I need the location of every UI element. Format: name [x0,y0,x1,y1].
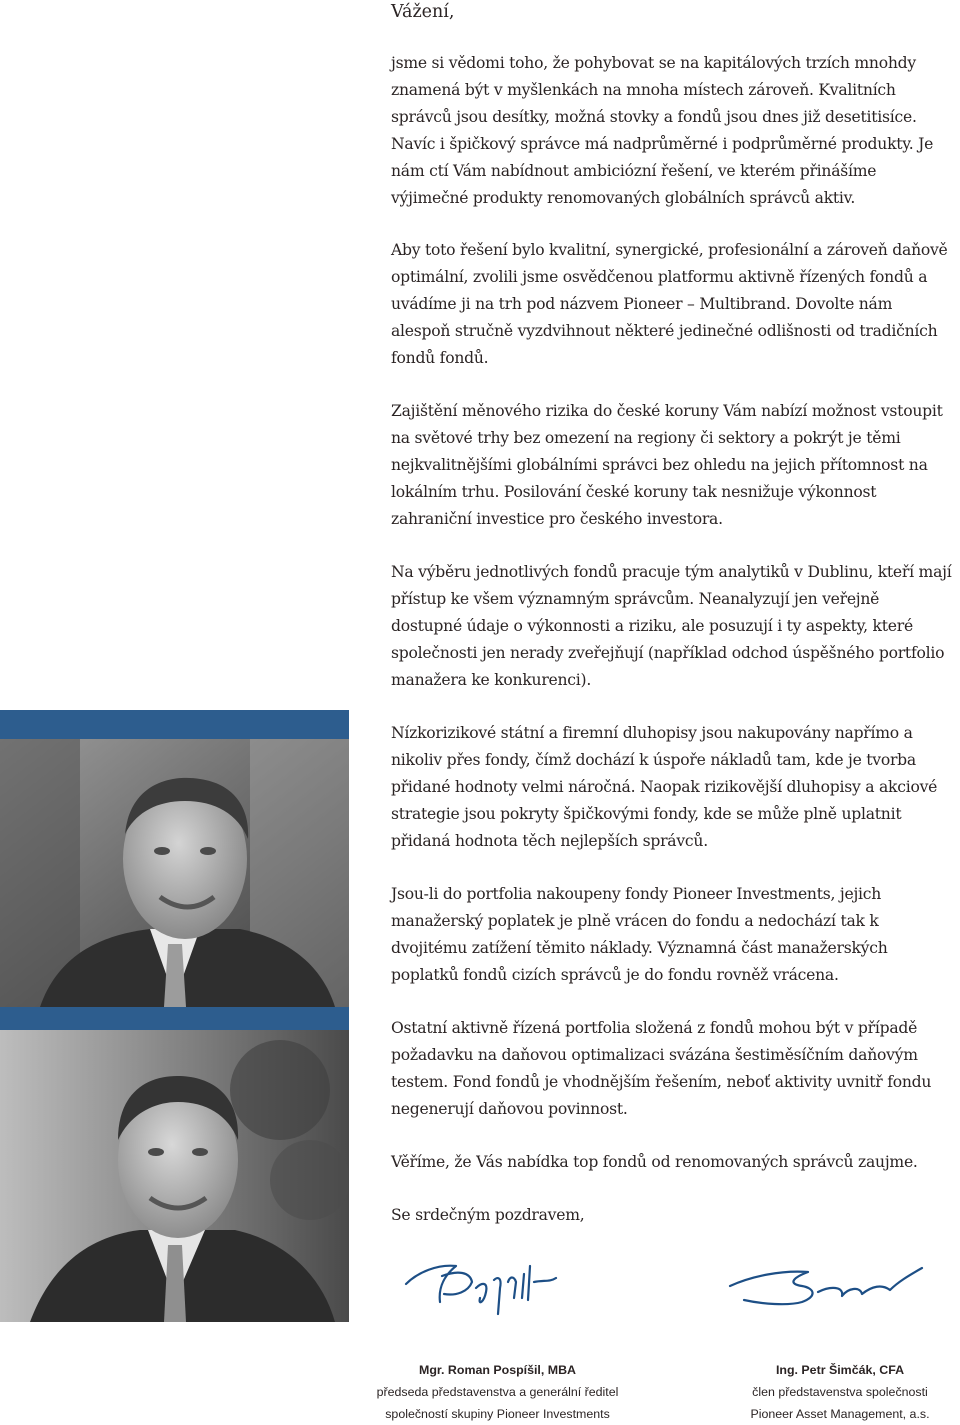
salutation: Vážení, [391,2,455,22]
paragraph-intro: jsme si vědomi toho, že pohybovat se na kapitálových trzích mnohdy znamená být v myšlenkách na mnoha místech zároveň. Kvalitních správců jsou desítky, možná stovky a fondů jsou dnes již desetitisíce. Navíc i špičkový správce má nadprůměrné i podprůměrné produkty. Je nám ctí Vám nabídnout ambiciózní řešení, ve kterém přinášíme výjimečné produkty renomovaných globálních správců aktiv. [391,54,934,207]
portrait-photo-pospisil [0,739,349,1007]
signatory-role: předseda představenstva a generální ředitel [376,1385,619,1399]
signatory-company: Pioneer Asset Management, a.s. [750,1407,930,1421]
paragraph-tax: Ostatní aktivně řízená portfolia složená z fondů mohou být v případě požadavku na daňovou optimalizaci svázána šestiměsíčním daňovým testem. Fond fondů je vhodnějším řešením, neboť aktivity uvnitř fondu negenerují daňovou povinnost. [391,1019,932,1118]
signatory-name: Mgr. Roman Pospíšil, MBA [419,1363,576,1377]
signature-block-simcak [740,1359,940,1425]
paragraph-bonds: Nízkorizikové státní a firemní dluhopisy jsou nakupovány napřímo a nikoliv přes fondy, čímž dochází k úspoře nákladů tam, kde je tvorba přidané hodnoty velmi náročná. Naopak rizikovější dluhopisy a akciové strategie jsou pokryty špičkovými fondy, kde se může plně uplatnit přidaná hodnota těch nejlepších správců. [391,724,938,850]
signature-simcak [722,1256,934,1312]
closing-greeting: Se srdečným pozdravem, [391,1206,585,1224]
paragraph-platform: Aby toto řešení bylo kvalitní, synergické, profesionální a zároveň daňově optimální, zvolili jsme osvědčenou platformu aktivně řízených fondů a uvádíme ji na trh pod názvem Pioneer – Multibrand. Dovolte nám alespoň stručně vyzdvihnout některé jedinečné odlišnosti od tradičních fondů fondů. [391,241,948,367]
paragraph-currency-hedging: Zajištění měnového rizika do české koruny Vám nabízí možnost vstoupit na světové trhy bez omezení na regiony či sektory a pokrýt je těmi nejkvalitnějšími globálními správci bez ohledu na jejich přítomnost na lokálním trhu. Posilování české koruny tak nesnižuje výkonnost zahraniční investice pro českého investora. [391,402,943,528]
paragraph-fees: Jsou-li do portfolia nakoupeny fondy Pioneer Investments, jejich manažerský poplatek je plně vrácen do fondu a nedochází tak k dvojitému zatížení těmito náklady. Významná část manažerských poplatků fondů cizích správců je do fondu rovněž vrácena. [391,885,888,984]
signature-block-pospisil [375,1359,620,1425]
signatory-name: Ing. Petr Šimčák, CFA [775,1363,905,1377]
signature-pospisil [398,1252,560,1320]
portrait-photo-simcak [0,1030,349,1322]
paragraph-analysts: Na výběru jednotlivých fondů pracuje tým analytiků v Dublinu, kteří mají přístup ke všem významným správcům. Neanalyzují jen veřejně dostupné údaje o výkonnosti a riziku, ale posuzují i ty aspekty, které společnosti jen nerady zveřejňují (například odchod úspěšného portfolio manažera ke konkurenci). [391,563,952,689]
signatory-company: společností skupiny Pioneer Investments [385,1407,610,1421]
paragraph-closing: Věříme, že Vás nabídka top fondů od renomovaných správců zaujme. [391,1153,918,1171]
signatory-role: člen představenstva společnosti [752,1385,928,1399]
